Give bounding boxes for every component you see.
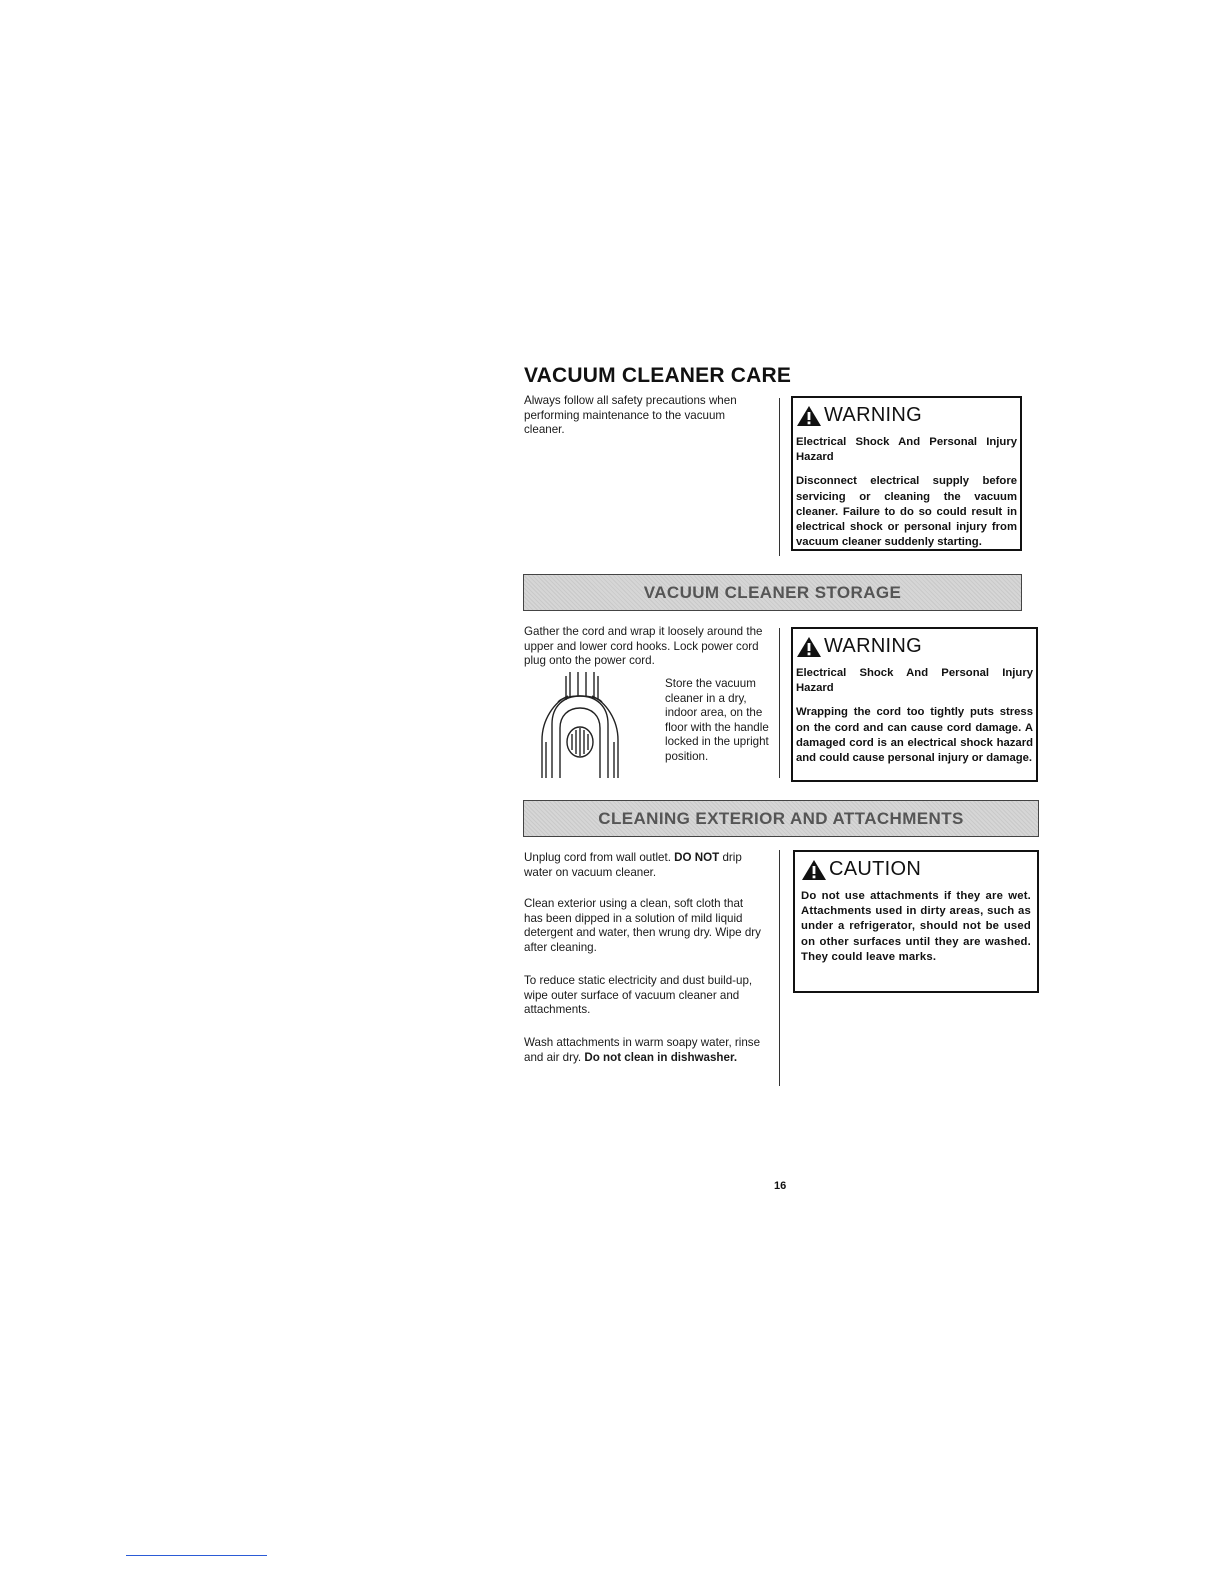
caution-title: CAUTION — [801, 858, 1031, 881]
warning-title: WARNING — [796, 635, 1033, 658]
warning-box-storage — [791, 627, 1038, 782]
cleaning-paragraph-3: To reduce static electricity and dust build-up, wipe outer surface of vacuum cleaner and attachments. — [524, 974, 753, 1017]
column-divider — [779, 398, 780, 556]
warning-triangle-icon — [796, 405, 822, 427]
warning-triangle-icon — [801, 859, 827, 881]
section-band-storage: VACUUM CLEANER STORAGE — [523, 574, 1022, 611]
warning-body: Disconnect electrical supply before servicing or cleaning the vacuum cleaner. Failure to do so could result in electrical shock or personal injury from vacuum cleaner suddenly starting. — [796, 475, 1017, 549]
caution-body: Do not use attachments if they are wet. Attachments used in dirty areas, such as under a refrigerator, should not be used on other surfaces until they are washed. They could leave marks. — [801, 890, 1031, 963]
warning-box-care — [791, 396, 1022, 551]
cleaning-paragraph-2: Clean exterior using a clean, soft cloth that has been dipped in a solution of mild liquid detergent and water, then wrung dry. Wipe dry after cleaning. — [524, 897, 761, 954]
warning-triangle-icon — [796, 636, 822, 658]
warning-hazard: Electrical Shock And Personal Injury Hazard — [796, 667, 1033, 695]
storage-location-text: Store the vacuum cleaner in a dry, indoor area, on the floor with the handle locked in the upright position. — [665, 677, 769, 763]
page-number: 16 — [774, 1180, 787, 1192]
warning-hazard: Electrical Shock And Personal Injury Hazard — [796, 436, 1017, 464]
column-divider — [779, 628, 780, 778]
column-divider — [779, 850, 780, 1086]
warning-title: WARNING — [796, 404, 1017, 427]
section-title-care: VACUUM CLEANER CARE — [524, 364, 792, 387]
footer-rule — [126, 1555, 267, 1556]
section-band-cleaning: CLEANING EXTERIOR AND ATTACHMENTS — [523, 800, 1039, 837]
cleaning-paragraph-4: Wash attachments in warm soapy water, rinse and air dry. Do not clean in dishwasher. — [524, 1036, 761, 1064]
storage-paragraph: Gather the cord and wrap it loosely around the upper and lower cord hooks. Lock power cord plug onto the power cord. — [524, 625, 763, 668]
care-intro: Always follow all safety precautions when performing maintenance to the vacuum cleaner. — [524, 394, 737, 437]
warning-body: Wrapping the cord too tightly puts stress on the cord and can cause cord damage. A damaged cord is an electrical shock hazard and could cause personal injury or damage. — [796, 706, 1033, 765]
cleaning-paragraph-1: Unplug cord from wall outlet. DO NOT drip water on vacuum cleaner. — [524, 851, 742, 879]
vacuum-illustration — [528, 672, 632, 778]
caution-box — [793, 850, 1039, 993]
